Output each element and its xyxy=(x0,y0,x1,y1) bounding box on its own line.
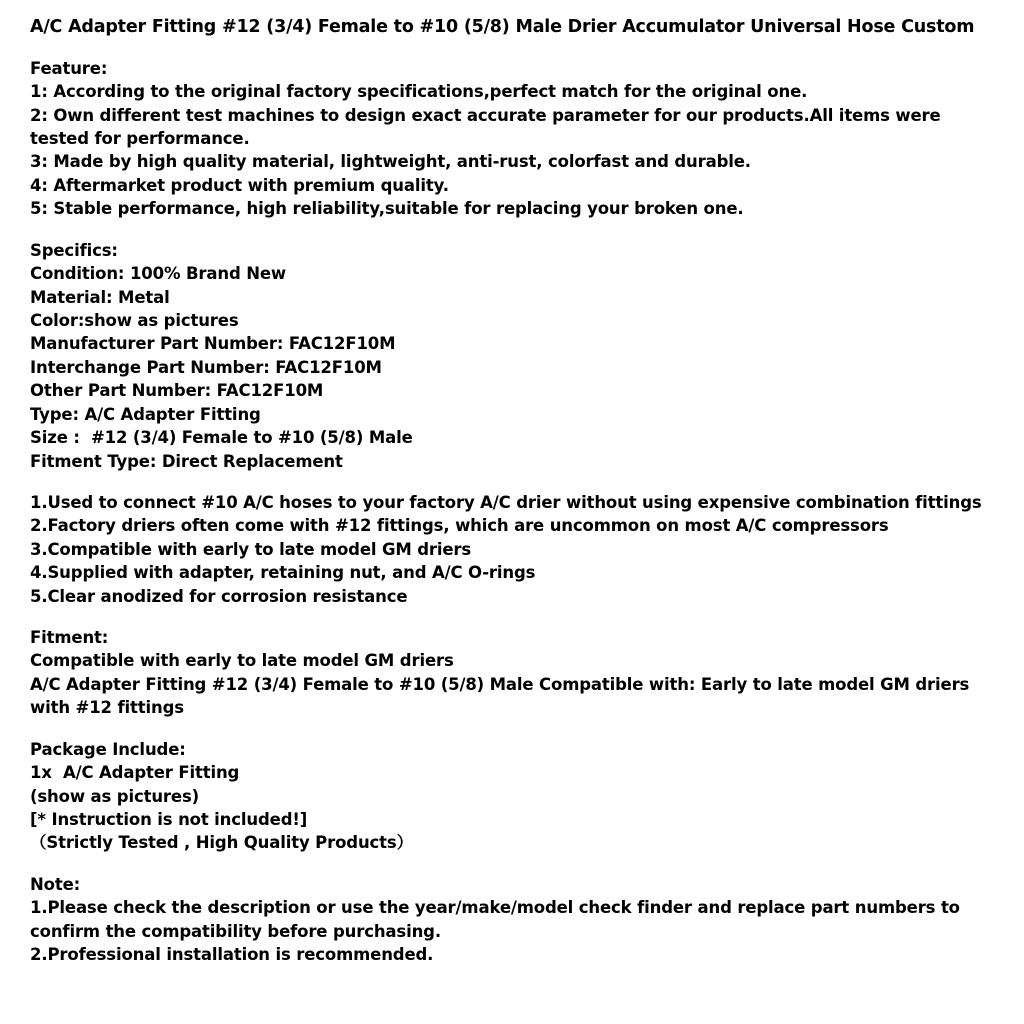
package-note-quality: （Strictly Tested , High Quality Products） xyxy=(30,833,413,853)
usage-note-2: 2.Factory driers often come with #12 fittings, which are uncommon on most A/C compressors xyxy=(30,516,889,536)
usage-note-1: 1.Used to connect #10 A/C hoses to your factory A/C drier without using expensive combination fittings xyxy=(30,492,982,512)
section-feature-line-4: 4: Aftermarket product with premium quality. xyxy=(30,175,449,195)
note-line-2: 2.Professional installation is recommended. xyxy=(30,945,434,965)
package-note-pictures: (show as pictures) xyxy=(30,786,200,806)
spec-fitment-type: Fitment Type: Direct Replacement xyxy=(30,451,343,471)
section-note-heading: Note: xyxy=(30,874,81,894)
spec-type: Type: A/C Adapter Fitting xyxy=(30,404,261,424)
section-package-include xyxy=(30,738,994,855)
section-feature-line-5: 5: Stable performance, high reliability,suitable for replacing your broken one. xyxy=(30,199,744,219)
usage-note-5: 5.Clear anodized for corrosion resistance xyxy=(30,586,408,606)
spec-size: Size : #12 (3/4) Female to #10 (5/8) Male xyxy=(30,428,413,448)
page-title: A/C Adapter Fitting #12 (3/4) Female to #10 (5/8) Male Drier Accumulator Universal Hose Custom xyxy=(30,17,975,37)
spec-interchange-part-number: Interchange Part Number: FAC12F10M xyxy=(30,357,382,377)
section-fitment-heading: Fitment: xyxy=(30,628,109,648)
section-usage-notes xyxy=(30,491,994,608)
section-feature-line-1: 1: According to the original factory specifications,perfect match for the original one. xyxy=(30,82,808,102)
package-note-instruction: [* Instruction is not included!] xyxy=(30,809,308,829)
fitment-line-2: A/C Adapter Fitting #12 (3/4) Female to #10 (5/8) Male Compatible with: Early to late model GM driers with #12 fittings xyxy=(30,674,975,718)
usage-note-3: 3.Compatible with early to late model GM driers xyxy=(30,539,472,559)
section-specifics xyxy=(30,239,994,473)
section-feature-heading: Feature: xyxy=(30,58,108,78)
section-note xyxy=(30,873,994,967)
section-feature-line-3: 3: Made by high quality material, lightweight, anti-rust, colorfast and durable. xyxy=(30,152,751,172)
note-line-1: 1.Please check the description or use the year/make/model check finder and replace part numbers to confirm the compatibility before purchasing. xyxy=(30,898,966,941)
spec-condition: Condition: 100% Brand New xyxy=(30,264,286,284)
usage-note-4: 4.Supplied with adapter, retaining nut, and A/C O-rings xyxy=(30,563,536,583)
package-item-1: 1x A/C Adapter Fitting xyxy=(30,763,240,783)
fitment-line-1: Compatible with early to late model GM driers xyxy=(30,651,454,671)
spec-other-part-number: Other Part Number: FAC12F10M xyxy=(30,381,324,401)
section-specifics-heading: Specifics: xyxy=(30,240,118,260)
spec-material: Material: Metal xyxy=(30,287,170,307)
section-fitment xyxy=(30,626,994,720)
section-feature-line-2: 2: Own different test machines to design exact accurate parameter for our products.All items were tested for performance. xyxy=(30,105,947,149)
spec-manufacturer-part-number: Manufacturer Part Number: FAC12F10M xyxy=(30,334,396,354)
section-package-heading: Package Include: xyxy=(30,739,186,759)
spec-color: Color:show as pictures xyxy=(30,310,239,330)
section-feature xyxy=(30,57,994,221)
